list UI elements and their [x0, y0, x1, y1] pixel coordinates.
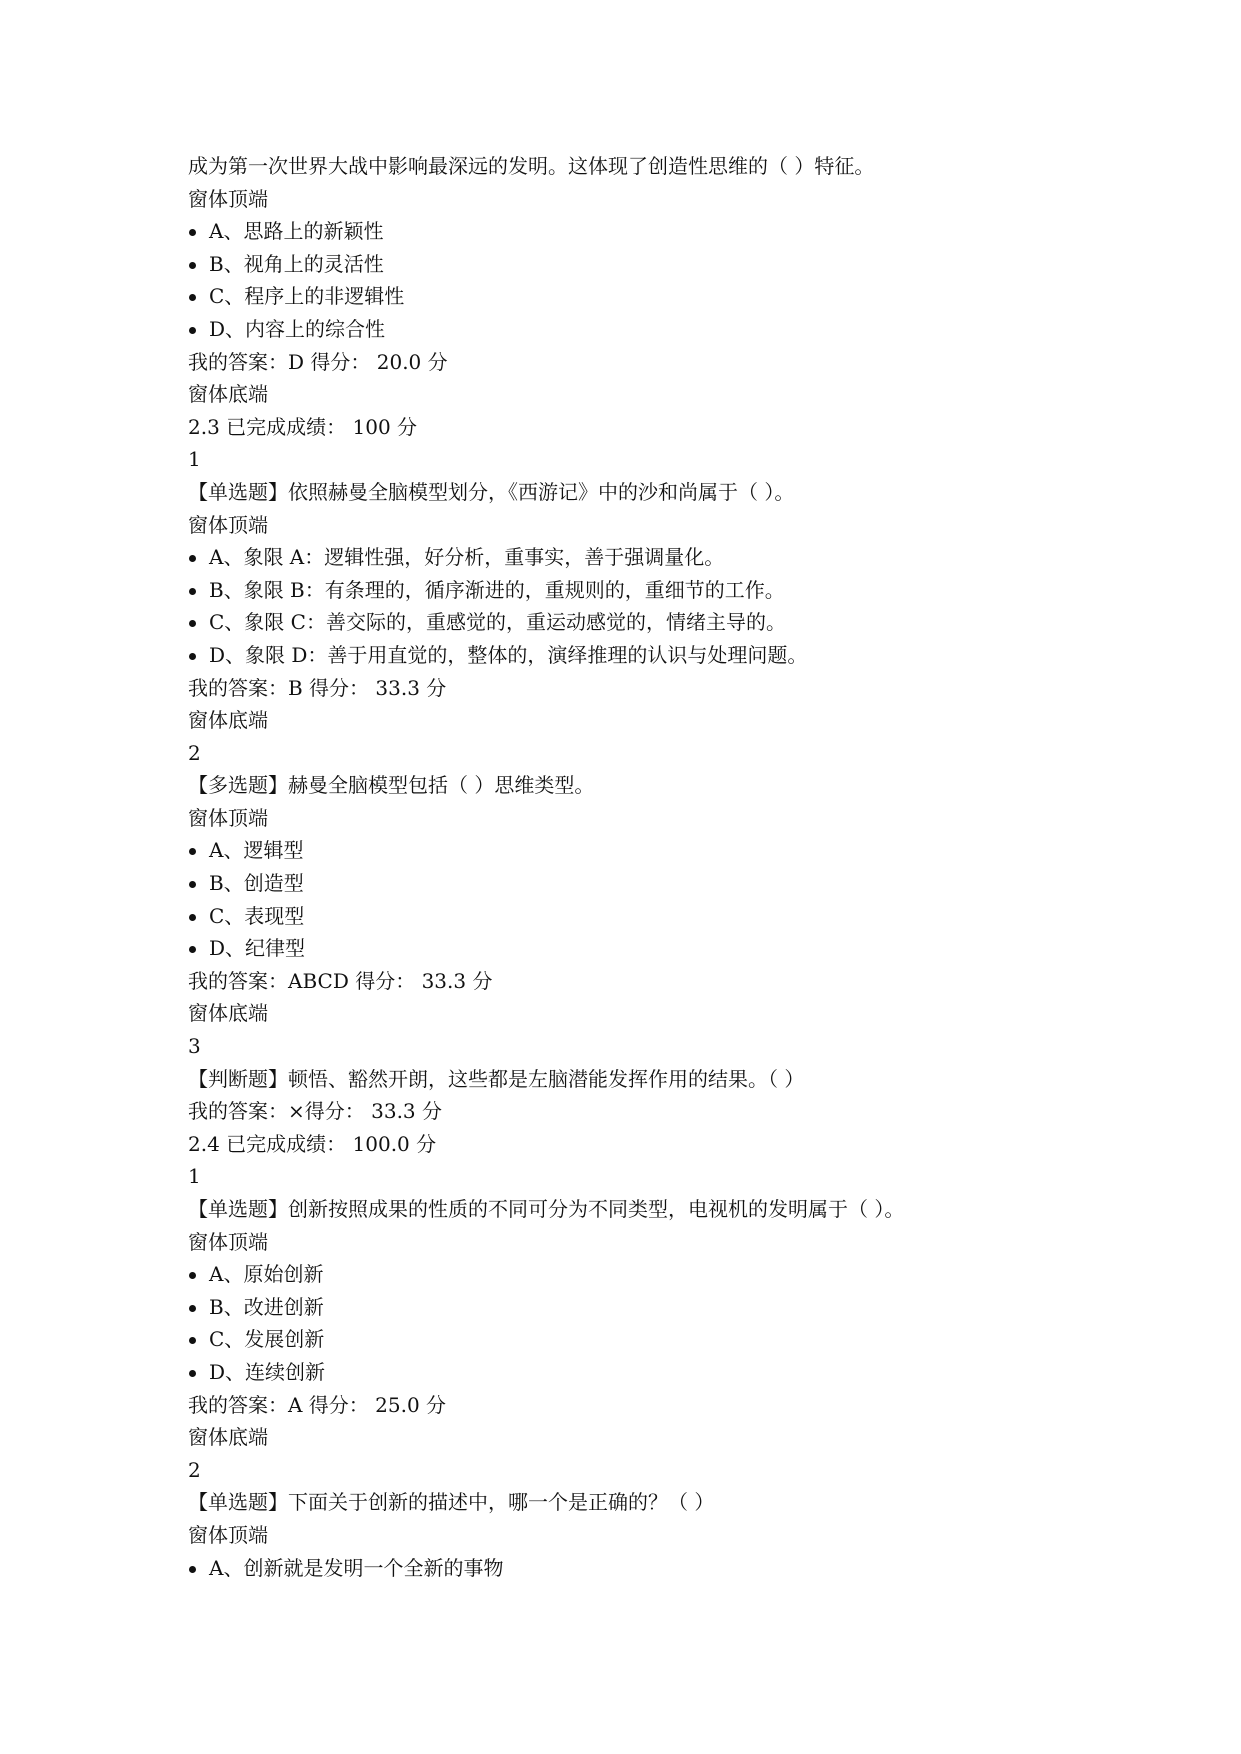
form-marker: 窗体顶端	[188, 1522, 268, 1547]
form-marker: 窗体顶端	[188, 1229, 268, 1254]
section-score: 2.3 已完成成绩： 100 分	[188, 414, 418, 439]
answer-option: D、纪律型	[188, 932, 1188, 965]
question-title: 【判断题】顿悟、豁然开朗，这些都是左脑潜能发挥作用的结果。（ ）	[188, 1066, 805, 1091]
form-marker: 窗体顶端	[188, 805, 268, 830]
question-title: 【单选题】依照赫曼全脑模型划分，《西游记》中的沙和尚属于（ ）。	[188, 479, 795, 504]
question-title: 【多选题】赫曼全脑模型包括（ ）思维类型。	[188, 773, 595, 798]
answer-option: A、思路上的新颖性	[188, 215, 1188, 248]
question-number: 1	[188, 1164, 201, 1189]
my-answer-score: 我的答案：A 得分： 25.0 分	[188, 1392, 447, 1417]
my-answer-score: 我的答案：D 得分： 20.0 分	[188, 349, 448, 374]
answer-option: A、逻辑型	[188, 834, 1188, 867]
answer-option: B、视角上的灵活性	[188, 248, 1188, 281]
question-number: 1	[188, 447, 201, 472]
section-score: 2.4 已完成成绩： 100.0 分	[188, 1131, 437, 1156]
answer-option: B、改进创新	[188, 1291, 1188, 1324]
form-marker: 窗体顶端	[188, 186, 268, 211]
form-marker: 窗体底端	[188, 1001, 268, 1026]
question-text: 成为第一次世界大战中影响最深远的发明。这体现了创造性思维的（ ）特征。	[188, 154, 875, 178]
my-answer-score: 我的答案：ABCD 得分： 33.3 分	[188, 968, 493, 993]
question-number: 2	[188, 1457, 201, 1482]
answer-option: B、创造型	[188, 867, 1188, 900]
question-title: 【单选题】创新按照成果的性质的不同可分为不同类型，电视机的发明属于（ ）。	[188, 1197, 905, 1221]
answer-option: C、发展创新	[188, 1323, 1188, 1356]
question-title: 【单选题】下面关于创新的描述中，哪一个是正确的？（ ）	[188, 1490, 715, 1515]
answer-option: A、象限 A：逻辑性强，好分析，重事实，善于强调量化。	[188, 541, 1188, 574]
form-marker: 窗体底端	[188, 1425, 268, 1450]
answer-option: A、原始创新	[188, 1258, 1188, 1291]
document-body	[188, 150, 1188, 1584]
answer-option: A、创新就是发明一个全新的事物	[188, 1552, 1188, 1585]
answer-option: B、象限 B：有条理的，循序渐进的，重规则的，重细节的工作。	[188, 574, 1188, 607]
form-marker: 窗体顶端	[188, 512, 268, 537]
answer-option: D、连续创新	[188, 1356, 1188, 1389]
my-answer-score: 我的答案：×得分： 33.3 分	[188, 1099, 443, 1124]
question-number: 3	[188, 1034, 201, 1059]
answer-option: C、程序上的非逻辑性	[188, 280, 1188, 313]
answer-option: D、象限 D：善于用直觉的，整体的，演绎推理的认识与处理问题。	[188, 639, 1188, 672]
answer-option: C、表现型	[188, 900, 1188, 933]
answer-option: D、内容上的综合性	[188, 313, 1188, 346]
question-number: 2	[188, 740, 201, 765]
my-answer-score: 我的答案：B 得分： 33.3 分	[188, 675, 447, 700]
form-marker: 窗体底端	[188, 708, 268, 733]
answer-option: C、象限 C：善交际的，重感觉的，重运动感觉的，情绪主导的。	[188, 606, 1188, 639]
form-marker: 窗体底端	[188, 382, 268, 407]
